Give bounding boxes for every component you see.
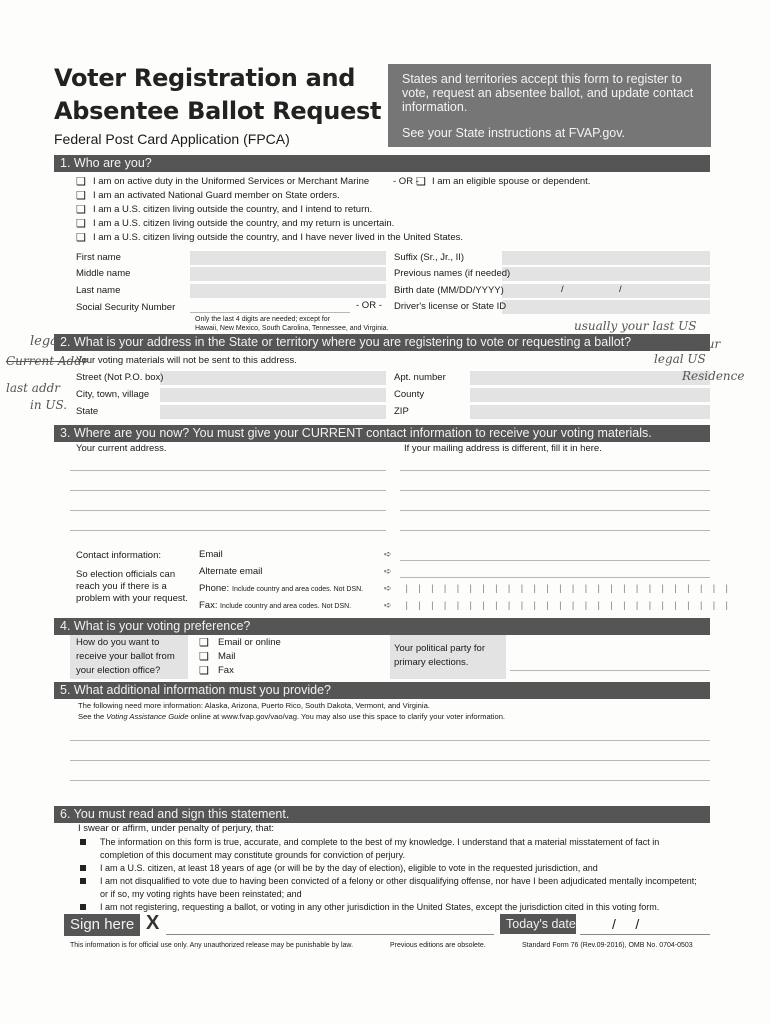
mailing-address-line[interactable] [400,510,710,511]
guide-suffix: online at www.fvap.gov/vao/vag. You may also use this space to clarify your voter information. [188,712,506,721]
checkbox-icon[interactable]: ❑ [76,218,86,230]
section-3-heading: 3. Where are you now? You must give your CURRENT contact information to receive your voting materials. [54,425,710,442]
contact-note-1: So election officials can [76,569,176,580]
suffix-field[interactable] [502,251,710,265]
contact-info-label: Contact information: [76,550,162,561]
arrow-icon: ➪ [384,583,392,593]
current-address-label: Your current address. [76,443,167,454]
ssn-note-1: Only the last 4 digits are needed; except for [195,316,331,323]
option-return-uncertain: I am a U.S. citizen living outside the country, and my return is uncertain. [93,218,395,229]
last-name-field[interactable] [190,284,386,298]
previous-names-field[interactable] [502,267,710,281]
ssn-line [190,312,350,313]
alt-email-label: Alternate email [199,566,263,577]
ssn-label: Social Security Number [76,302,176,313]
state-info-box [388,64,711,147]
option-national-guard: I am an activated National Guard member on State orders. [93,190,340,201]
first-name-field[interactable] [190,251,386,265]
option-intend-return: I am a U.S. citizen living outside the country, and I intend to return. [93,204,373,215]
party-field[interactable] [510,670,710,671]
current-address-line[interactable] [70,490,386,491]
street-label: Street (Not P.O. box) [76,372,164,383]
footer-official-use: This information is for official use only. Any unauthorized release may be punishable by law. [70,942,354,949]
ballot-question-2: receive your ballot from [76,651,175,662]
ballot-question-3: your election office? [76,665,161,676]
oath-statement-1b: completion of this document may constitute grounds for conviction of perjury. [100,850,405,860]
handwritten-in-us: in US. [30,398,68,412]
title-line-1: Voter Registration and [54,64,356,92]
last-name-label: Last name [76,285,121,296]
option-spouse: I am an eligible spouse or dependent. [432,176,591,187]
option-fax: Fax [218,665,234,676]
signature-x-mark: X [146,912,160,934]
checkbox-icon[interactable]: ❑ [76,190,86,202]
fax-note: Include country and area codes. Not DSN. [220,603,352,610]
drivers-license-field[interactable] [502,300,710,314]
arrow-icon: ➪ [384,600,392,610]
footer-form-number: Standard Form 76 (Rev.09-2016), OMB No. 0704-0503 [522,942,693,949]
handwritten-legal-us: legal US [654,352,706,366]
mailing-address-line[interactable] [400,470,710,471]
sign-here-label: Sign here [64,914,140,936]
handwritten-or-your: or your [676,337,721,351]
suffix-label: Suffix (Sr., Jr., II) [394,252,465,263]
arrow-icon: ➪ [384,566,392,576]
handwritten-last-addr: last addr [6,381,61,395]
checkbox-icon[interactable]: ❑ [416,176,426,188]
middle-name-field[interactable] [190,267,386,281]
contact-note-2: reach you if there is a [76,581,167,592]
checkbox-icon[interactable]: ❑ [199,651,209,663]
county-field[interactable] [470,388,710,402]
bullet-icon [80,865,86,871]
fax-label: Fax: [199,600,218,611]
oath-statement-4: I am not registering, requesting a ballot, or voting in any other jurisdiction in the United States, except the jurisdiction cited in this voting form. [100,902,660,912]
checkbox-icon[interactable]: ❑ [76,176,86,188]
mailing-address-line[interactable] [400,530,710,531]
handwritten-current-addr: Current Addr [6,354,88,368]
state-label: State [76,406,99,417]
ssn-or-label: - OR - [356,300,382,311]
option-active-duty: I am on active duty in the Uniformed Services or Merchant Marine [93,176,370,187]
todays-date-line [580,934,710,935]
zip-field[interactable] [470,405,710,419]
oath-statement-3a: I am not disqualified to vote due to having been convicted of a felony or other disqualifying offense, nor have I been adjudicated mentally incompetent; [100,876,697,886]
option-never-lived: I am a U.S. citizen living outside the country, and I have never lived in the United States. [93,232,463,243]
option-email-online: Email or online [218,637,281,648]
street-field[interactable] [160,371,386,385]
county-label: County [394,389,425,400]
bullet-icon [80,839,86,845]
title-line-2: Absentee Ballot Request [54,97,382,125]
zip-label: ZIP [394,406,409,417]
state-info-text: States and territories accept this form to register to vote, request an absentee ballot, and update contact information. [402,72,694,114]
city-label: City, town, village [76,389,150,400]
alt-email-field[interactable] [400,577,710,578]
birth-date-field[interactable] [502,284,710,298]
footer-previous-editions: Previous editions are obsolete. [390,942,486,949]
additional-info-line[interactable] [70,740,710,741]
todays-date-label: Today's date [500,914,576,934]
email-label: Email [199,549,223,560]
fax-digit-boxes[interactable]: | | | | | | | | | | | | | | | | | | | | | | | | | | [404,601,731,611]
phone-digit-boxes[interactable]: | | | | | | | | | | | | | | | | | | | | | | | | | | [404,584,731,594]
bullet-icon [80,878,86,884]
current-address-line[interactable] [70,530,386,531]
apt-field[interactable] [470,371,710,385]
mailing-address-label: If your mailing address is different, fill it in here. [404,443,602,454]
phone-label: Phone: [199,583,230,594]
checkbox-icon[interactable]: ❑ [199,637,209,649]
birth-date-label: Birth date (MM/DD/YYYY) [394,285,504,296]
section-6-heading: 6. You must read and sign this statement. [54,806,710,823]
signature-field[interactable] [166,934,494,935]
handwritten-residence: Residence [682,369,745,383]
city-field[interactable] [160,388,386,402]
section-5-heading: 5. What additional information must you provide? [54,682,710,699]
state-field[interactable] [160,405,386,419]
email-field[interactable] [400,560,710,561]
voting-guide-title: Voting Assistance Guide [106,712,189,721]
section-1-heading: 1. Who are you? [54,155,710,172]
guide-prefix: See the [78,712,107,721]
current-address-line[interactable] [70,470,386,471]
oath-statement-1a: The information on this form is true, accurate, and complete to the best of my knowledge. I understand that a material misstatement of fact in [100,837,660,847]
first-name-label: First name [76,252,121,263]
option-mail: Mail [218,651,236,662]
additional-info-line[interactable] [70,780,710,781]
arrow-icon: ➪ [384,549,392,559]
checkbox-icon[interactable]: ❑ [76,204,86,216]
checkbox-icon[interactable]: ❑ [199,665,209,677]
drivers-license-label: Driver's license or State ID [394,301,507,312]
section-2-heading: 2. What is your address in the State or territory where you are registering to vote or requesting a ballot? [54,334,710,351]
handwritten-legal: legal [30,334,63,349]
phone-note: Include country and area codes. Not DSN. [232,586,364,593]
apt-label: Apt. number [394,372,446,383]
oath-statement-2: I am a U.S. citizen, at least 18 years of age (or will be by the day of election), eligible to vote in the requested jurisdiction, and [100,863,598,873]
ballot-question-1: How do you want to [76,637,160,648]
birth-date-slash: / [561,284,564,295]
party-label-1: Your political party for [394,643,486,654]
state-info-link-text: See your State instructions at FVAP.gov. [402,126,626,140]
birth-date-slash: / [619,284,622,295]
contact-note-3: problem with your request. [76,593,188,604]
additional-info-line-1: The following need more information: Alaska, Arizona, Puerto Rico, South Dakota, Vermont, and Virginia. [78,701,430,710]
checkbox-icon[interactable]: ❑ [76,232,86,244]
middle-name-label: Middle name [76,268,131,279]
additional-info-line[interactable] [70,760,710,761]
oath-statement-3b: or if so, my voting rights have been reinstated; and [100,889,302,899]
address-warning: Your voting materials will not be sent to this address. [76,355,297,366]
current-address-line[interactable] [70,510,386,511]
form-subtitle: Federal Post Card Application (FPCA) [54,131,290,147]
todays-date-field[interactable]: / / [612,916,640,932]
ssn-note-2: Hawaii, New Mexico, South Carolina, Tennessee, and Virginia. [195,325,389,332]
additional-info-line-2 [78,712,505,721]
handwritten-usually: usually your last US [574,319,697,333]
section-4-heading: 4. What is your voting preference? [54,618,710,635]
previous-names-label: Previous names (if needed) [394,268,511,279]
oath-intro: I swear or affirm, under penalty of perjury, that: [78,823,275,834]
or-label: - OR - [393,176,419,187]
mailing-address-line[interactable] [400,490,710,491]
party-label-2: primary elections. [394,657,469,668]
bullet-icon [80,904,86,910]
